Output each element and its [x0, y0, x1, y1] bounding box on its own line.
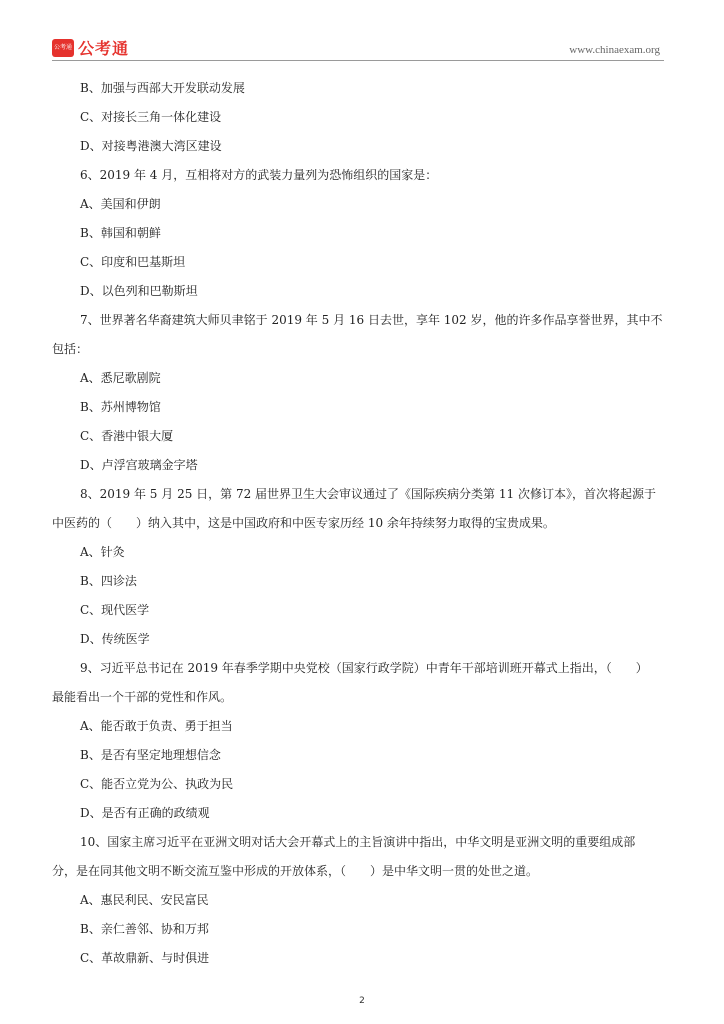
option-line: A、悉尼歌剧院 [80, 371, 161, 385]
option-line: D、是否有正确的政绩观 [80, 806, 210, 820]
option-line: A、能否敢于负责、勇于担当 [80, 719, 233, 733]
option-line: D、对接粤港澳大湾区建设 [80, 139, 222, 153]
option-line: B、苏州博物馆 [80, 400, 161, 414]
question-line: 8、2019 年 5 月 25 日，第 72 届世界卫生大会审议通过了《国际疾病分类第 11 次修订本》，首次将起源于 [80, 487, 656, 501]
option-line: B、是否有坚定地理想信念 [80, 748, 221, 762]
option-line: B、四诊法 [80, 574, 137, 588]
question-line: 10、国家主席习近平在亚洲文明对话大会开幕式上的主旨演讲中指出，中华文明是亚洲文明的重要组成部 [80, 835, 636, 849]
option-line: A、美国和伊朗 [80, 197, 161, 211]
option-line: A、针灸 [80, 545, 125, 559]
option-line: B、加强与西部大开发联动发展 [80, 81, 245, 95]
option-line: C、能否立党为公、执政为民 [80, 777, 234, 791]
question-line: 9、习近平总书记在 2019 年春季学期中央党校（国家行政学院）中青年干部培训班开幕式上指出，（ ） [80, 661, 648, 675]
option-line: C、印度和巴基斯坦 [80, 255, 186, 269]
option-line: B、亲仁善邻、协和万邦 [80, 922, 209, 936]
question-line: 6、2019 年 4 月，互相将对方的武装力量列为恐怖组织的国家是： [80, 168, 438, 182]
question-line: 7、世界著名华裔建筑大师贝聿铭于 2019 年 5 月 16 日去世，享年 102 岁，他的许多作品享誉世界，其中不 [80, 313, 663, 327]
logo-badge: 公考通 [52, 39, 74, 57]
logo [52, 36, 129, 59]
option-line: C、对接长三角一体化建设 [80, 110, 222, 124]
option-line: A、惠民利民、安民富民 [80, 893, 209, 907]
site-url: www.chinaexam.org [569, 44, 660, 56]
page-header [52, 34, 664, 60]
logo-text: 公考通 [78, 39, 130, 58]
page-number: 2 [359, 996, 365, 1006]
option-line: C、香港中银大厦 [80, 429, 174, 443]
option-line: D、传统医学 [80, 632, 150, 646]
option-line: D、卢浮宫玻璃金字塔 [80, 458, 198, 472]
option-line: B、韩国和朝鲜 [80, 226, 161, 240]
header-divider [52, 60, 664, 61]
option-line: C、革故鼎新、与时俱进 [80, 951, 210, 965]
question-continuation: 最能看出一个干部的党性和作风。 [52, 690, 233, 704]
option-line: D、以色列和巴勒斯坦 [80, 284, 198, 298]
question-continuation: 中医药的（ ）纳入其中，这是中国政府和中医专家历经 10 余年持续努力取得的宝贵成果。 [52, 516, 555, 530]
question-continuation: 包括： [52, 342, 89, 356]
option-line: C、现代医学 [80, 603, 150, 617]
document-body [52, 74, 670, 973]
question-continuation: 分，是在同其他文明不断交流互鉴中形成的开放体系，（ ）是中华文明一贯的处世之道。 [52, 864, 539, 878]
